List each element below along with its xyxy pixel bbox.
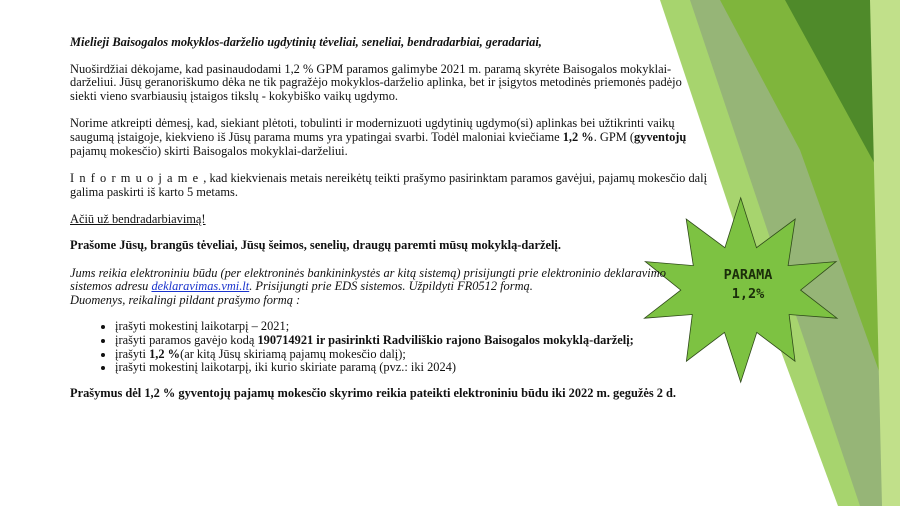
paragraph-inform: [70, 172, 710, 199]
instructions: [70, 267, 710, 308]
letter-document: [70, 36, 710, 414]
step3-post: (ar kitą Jūsų skiriamą pajamų mokesčio dalį);: [180, 346, 406, 361]
list-item: • įrašyti mokestinį laikotarpį – 2021;: [115, 320, 710, 334]
step2-pre: įrašyti paramos gavėjo kodą: [115, 332, 258, 347]
step3-bold: 1,2 %: [149, 346, 181, 361]
badge-title: PARAMA: [723, 267, 773, 283]
badge-label: [708, 266, 788, 304]
inform-rest: , kad kiekvienais metais nereikėtų teikti prašymo pasirinktam paramos gavėjui, pajamų mokesčio dalį galima paskirti iš karto 5 metams.: [70, 171, 708, 199]
instructions-part2: . Prisijungti prie EDS sistemos. Užpildyti FR0512 formą.: [249, 279, 533, 294]
vmi-link[interactable]: deklaravimas.vmi.lt: [151, 279, 250, 294]
para2-bold-percent: 1,2 %: [562, 129, 594, 144]
inform-spaced-word: Informuojame: [70, 171, 204, 186]
deadline-line: Prašymus dėl 1,2 % gyventojų pajamų mokesčio skyrimo reikia pateikti elektroniniu būdu iki 2022 m. gegužės 2 d.: [70, 385, 677, 400]
step2-bold: 190714921 ir pasirinkti Radviliškio rajono Baisogalos mokyklą-darželį;: [257, 332, 634, 347]
step3-pre: įrašyti: [115, 346, 150, 361]
list-item: • įrašyti mokestinį laikotarpį, iki kurio skiriate paramą (pvz.: iki 2024): [115, 361, 710, 375]
list-item: [115, 348, 710, 362]
list-item: [115, 334, 710, 348]
appeal-line: Prašome Jūsų, brangūs tėveliai, Jūsų šeimos, senelių, draugų paremti mūsų mokyklą-darželį.: [70, 237, 561, 252]
para2-part1: Norime atkreipti dėmesį, kad, siekiant plėtoti, tobulinti ir modernizuoti ugdytinių ugdymo(si) aplinkas bei užtikrinti vaikų saugumą įstaigoje, kiekvieno iš Jūsų parama mums yra ypatingai svarbi. Todėl maloniai kviečiame: [70, 116, 675, 144]
thanks-line: Ačiū už bendradarbiavimą!: [70, 212, 206, 227]
greeting: Mielieji Baisogalos mokyklos-darželio ugdytinių tėveliai, seneliai, bendradarbiai, geradariai,: [70, 35, 542, 49]
paragraph-appeal-details: [70, 117, 710, 158]
para2-part2: . GPM (: [593, 129, 634, 144]
instructions-data-line: Duomenys, reikalingi pildant prašymo formą :: [70, 292, 301, 307]
paragraph-thanks: Nuoširdžiai dėkojame, kad pasinaudodami 1,2 % GPM paramos galimybe 2021 m. paramą skyrėte Baisogalos mokyklai-darželiui. Jūsų geranoriškumo dėka ne tik pagražėjo mokyklos-darželio aplinka, bet ir įsigytos metodinės priemonės padėjo siekti vieno svarbiausių įstaigos tikslų - kokybiško vaikų ugdymo.: [70, 61, 682, 103]
para2-bold-residents: gyventojų: [633, 129, 687, 144]
instructions-part1: Jums reikia elektroniniu būdu (per elektroninės bankininkystės ar kitą sistemą) prisijungti prie elektroninio deklaravimo sistemos adresu: [70, 265, 666, 294]
badge-percent: 1,2%: [731, 286, 765, 302]
steps-list: [70, 320, 710, 374]
para2-part3: pajamų mokesčio) skirti Baisogalos mokyklai-darželiui.: [70, 143, 348, 158]
